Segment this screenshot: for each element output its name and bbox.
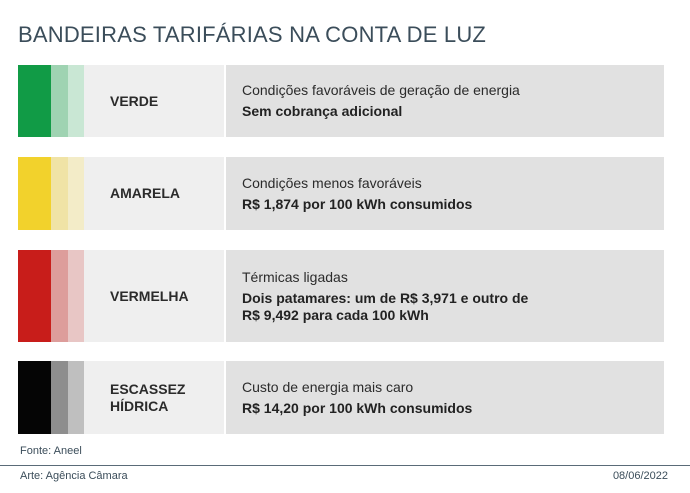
credit-note: Arte: Agência Câmara bbox=[20, 470, 128, 482]
color-swatches bbox=[18, 250, 84, 342]
condition-text: Custo de energia mais caro bbox=[242, 378, 414, 395]
flag-name: ESCASSEZ HÍDRICA bbox=[84, 361, 224, 434]
flag-description bbox=[226, 157, 664, 230]
swatch-medium bbox=[51, 361, 68, 434]
condition-text: Condições favoráveis de geração de energia bbox=[242, 82, 520, 98]
swatch-primary bbox=[18, 157, 51, 230]
flag-description bbox=[226, 250, 664, 342]
flag-description bbox=[226, 65, 664, 137]
swatch-medium bbox=[51, 65, 68, 137]
condition-text: Térmicas ligadas bbox=[242, 268, 348, 285]
swatch-light bbox=[68, 250, 84, 342]
swatch-primary bbox=[18, 250, 51, 342]
swatch-medium bbox=[51, 157, 68, 230]
swatch-light bbox=[68, 157, 84, 230]
flag-description bbox=[226, 361, 664, 434]
flag-row-vermelha bbox=[18, 250, 664, 342]
swatch-medium bbox=[51, 250, 68, 342]
color-swatches bbox=[18, 157, 84, 230]
flag-row-verde bbox=[18, 65, 664, 137]
flag-name: AMARELA bbox=[84, 157, 224, 230]
source-note: Fonte: Aneel bbox=[20, 445, 82, 457]
swatch-primary bbox=[18, 361, 51, 434]
charge-text: Sem cobrança adicional bbox=[242, 103, 403, 119]
color-swatches bbox=[18, 361, 84, 434]
footer-divider bbox=[0, 465, 690, 466]
date-label: 08/06/2022 bbox=[612, 470, 668, 482]
page-title: BANDEIRAS TARIFÁRIAS NA CONTA DE LUZ bbox=[18, 22, 487, 47]
condition-text: Condições menos favoráveis bbox=[242, 174, 422, 191]
flag-row-escassez-hidrica bbox=[18, 361, 664, 434]
flag-row-amarela bbox=[18, 157, 664, 230]
charge-text: R$ 14,20 por 100 kWh consumidos bbox=[242, 399, 473, 416]
charge-text: R$ 1,874 por 100 kWh consumidos bbox=[242, 195, 473, 212]
swatch-primary bbox=[18, 65, 51, 137]
flag-name: VERDE bbox=[84, 65, 224, 137]
swatch-light bbox=[68, 65, 84, 137]
charge-text: Dois patamares: um de R$ 3,971 e outro de R$ 9,492 para cada 100 kWh bbox=[242, 289, 529, 323]
swatch-light bbox=[68, 361, 84, 434]
flag-name: VERMELHA bbox=[84, 250, 224, 342]
color-swatches bbox=[18, 65, 84, 137]
